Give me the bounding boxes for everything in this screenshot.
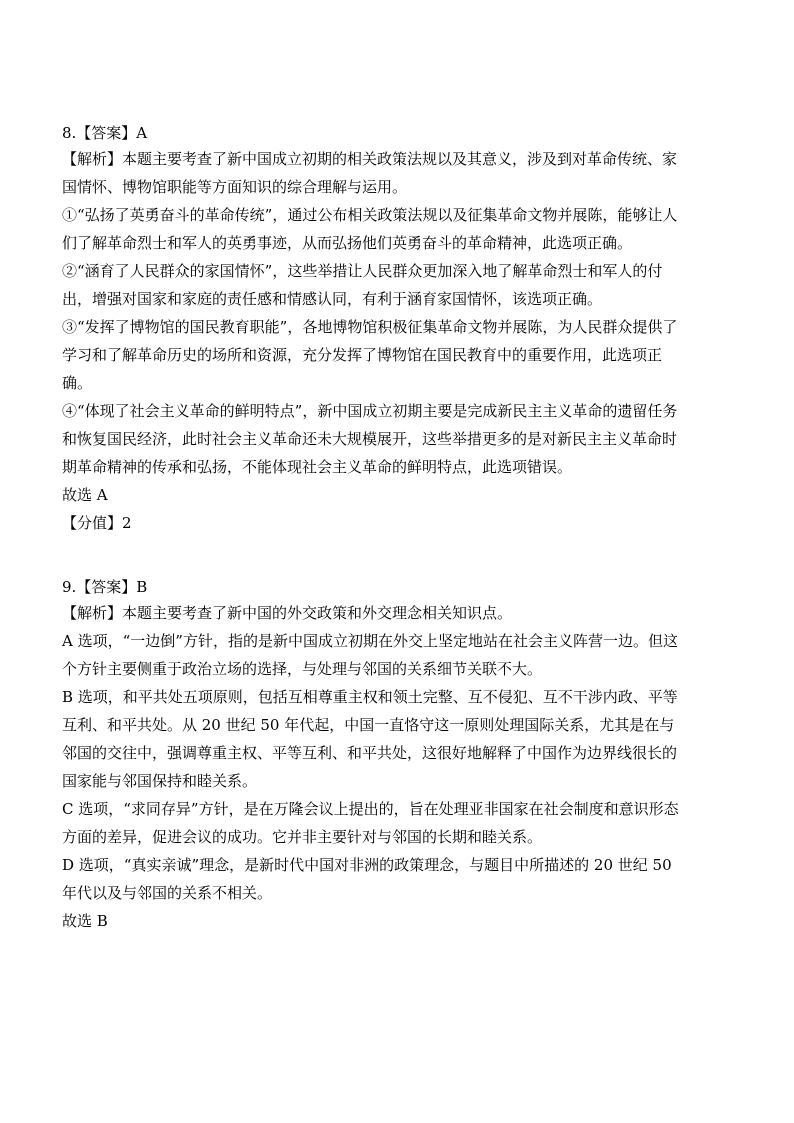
q8-option-line: 出，增强对国家和家庭的责任感和情感认同，有利于涵育家国情怀，该选项正确。 bbox=[62, 290, 603, 308]
q8-analysis-line: 国情怀、博物馆职能等方面知识的综合理解与运用。 bbox=[62, 178, 408, 196]
document-page bbox=[62, 121, 724, 935]
q8-option-line: 期革命精神的传承和弘扬，不能体现社会主义革命的鲜明特点，此选项错误。 bbox=[62, 458, 573, 476]
q8-option-line: 和恢复国民经济，此时社会主义革命还未大规模展开，这些举措更多的是对新民主主义革命时 bbox=[62, 430, 678, 448]
q8-option-line: ③“发挥了博物馆的国民教育职能”，各地博物馆积极征集革命文物并展陈，为人民群众提供了 bbox=[62, 318, 678, 336]
q8-option-line: 们了解革命烈士和军人的英勇事迹，从而弘扬他们英勇奋斗的革命精神，此选项正确。 bbox=[62, 234, 633, 252]
q8-option-line: ④“体现了社会主义革命的鲜明特点”，新中国成立初期主要是完成新民主主义革命的遗留任务 bbox=[62, 402, 678, 420]
q8-option-line: ①“弘扬了英勇奋斗的革命传统”，通过公布相关政策法规以及征集革命文物并展陈，能够让人 bbox=[62, 206, 678, 224]
q8-analysis-line: 【解析】本题主要考查了新中国成立初期的相关政策法规以及其意义，涉及到对革命传统、家 bbox=[62, 150, 678, 168]
q9-answer: 9.【答案】B bbox=[62, 578, 148, 596]
q9-option-line: 国家能与邻国保持和睦关系。 bbox=[62, 772, 258, 790]
q9-option-line: 邻国的交往中，强调尊重主权、平等互利、和平共处，这很好地解释了中国作为边界线很长的 bbox=[62, 744, 678, 762]
q9-option-line: 年代以及与邻国的关系不相关。 bbox=[62, 884, 273, 902]
q9-option-line: 个方针主要侧重于政治立场的选择，与处理与邻国的关系细节关联不大。 bbox=[62, 660, 543, 678]
q9-option-line: C 选项，“求同存异”方针，是在万隆会议上提出的，旨在处理亚非国家在社会制度和意识形态 bbox=[62, 800, 679, 818]
q8-option-line: 学习和了解革命历史的场所和资源，充分发挥了博物馆在国民教育中的重要作用，此选项正 bbox=[62, 346, 663, 364]
q8-option-line: 确。 bbox=[62, 374, 93, 392]
q8-answer: 8.【答案】A bbox=[62, 124, 148, 142]
q9-choice: 故选 B bbox=[62, 912, 108, 930]
q9-option-line: B 选项，和平共处五项原则，包括互相尊重主权和领土完整、互不侵犯、互不干涉内政、平等 bbox=[62, 688, 678, 706]
q9-option-line: A 选项，“一边倒”方针，指的是新中国成立初期在外交上坚定地站在社会主义阵营一边。但这 bbox=[62, 632, 678, 650]
q8-option-line: ②“涵育了人民群众的家国情怀”，这些举措让人民群众更加深入地了解革命烈士和军人的付 bbox=[62, 262, 663, 280]
q9-option-line: 互利、和平共处。从 20 世纪 50 年代起，中国一直恪守这一原则处理国际关系，尤其是在与 bbox=[62, 716, 675, 734]
q8-score: 【分值】2 bbox=[62, 514, 132, 532]
q9-option-line: 方面的差异，促进会议的成功。它并非主要针对与邻国的长期和睦关系。 bbox=[62, 828, 543, 846]
q8-choice: 故选 A bbox=[62, 486, 108, 504]
section-gap bbox=[62, 537, 724, 575]
q9-option-line: D 选项，“真实亲诚”理念，是新时代中国对非洲的政策理念，与题目中所描述的 20 世纪 50 bbox=[62, 856, 672, 874]
q9-analysis: 【解析】本题主要考查了新中国的外交政策和外交理念相关知识点。 bbox=[62, 604, 513, 622]
